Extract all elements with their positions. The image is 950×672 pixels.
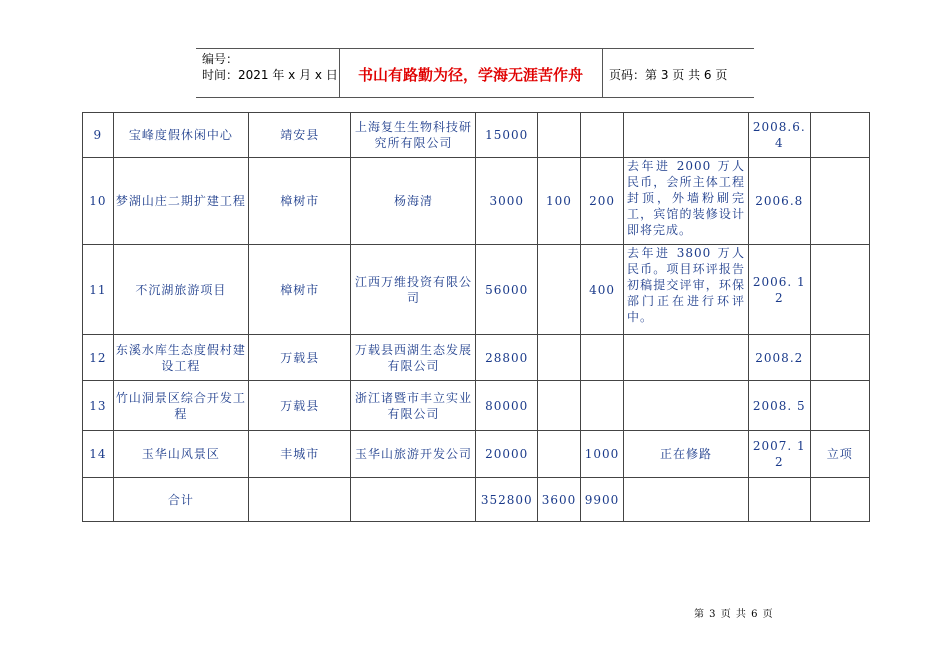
total-label: 合计 [113, 478, 248, 522]
investment-col1: 100 [537, 158, 580, 245]
date: 2006.8 [749, 158, 810, 245]
header-divider [602, 49, 603, 97]
row-number: 13 [83, 381, 114, 431]
total-investment: 15000 [476, 113, 537, 158]
note: 立项 [810, 431, 869, 478]
location: 万载县 [249, 335, 351, 381]
investment-col2-sum: 9900 [581, 478, 624, 522]
progress-remark: 正在修路 [624, 431, 749, 478]
header-meta [202, 51, 338, 83]
progress-remark [624, 335, 749, 381]
investment-col1-sum: 3600 [537, 478, 580, 522]
table-row [83, 381, 870, 431]
row-number: 11 [83, 245, 114, 335]
empty-cell [249, 478, 351, 522]
date: 2008. 5 [749, 381, 810, 431]
row-number: 10 [83, 158, 114, 245]
progress-remark [624, 113, 749, 158]
project-table [82, 112, 870, 522]
location: 丰城市 [249, 431, 351, 478]
total-row [83, 478, 870, 522]
investor: 浙江诸暨市丰立实业有限公司 [351, 381, 476, 431]
location: 靖安县 [249, 113, 351, 158]
investor: 江西万维投资有限公司 [351, 245, 476, 335]
investment-col1 [537, 245, 580, 335]
note [810, 245, 869, 335]
table-row [83, 113, 870, 158]
total-investment-sum: 352800 [476, 478, 537, 522]
row-number: 9 [83, 113, 114, 158]
empty-cell [83, 478, 114, 522]
project-name: 不沉湖旅游项目 [113, 245, 248, 335]
investor: 上海复生生物科技研究所有限公司 [351, 113, 476, 158]
progress-remark: 去年进 3800 万人民币。项目环评报告初稿提交评审，环保部门正在进行环评中。 [624, 245, 749, 335]
progress-remark: 去年进 2000 万人民币，会所主体工程封顶，外墙粉刷完工，宾馆的装修设计即将完成。 [624, 158, 749, 245]
location: 樟树市 [249, 158, 351, 245]
location: 万载县 [249, 381, 351, 431]
date: 2008.6.4 [749, 113, 810, 158]
investment-col2: 200 [581, 158, 624, 245]
investment-col1 [537, 113, 580, 158]
location: 樟树市 [249, 245, 351, 335]
header-page-label: 页码：第 3 页 共 6 页 [609, 68, 728, 82]
investment-col1 [537, 381, 580, 431]
empty-cell [810, 478, 869, 522]
investment-col1 [537, 431, 580, 478]
table-row [83, 335, 870, 381]
project-name: 玉华山风景区 [113, 431, 248, 478]
date: 2007. 12 [749, 431, 810, 478]
empty-cell [749, 478, 810, 522]
note [810, 335, 869, 381]
table-row [83, 158, 870, 245]
date: 2008.2 [749, 335, 810, 381]
total-investment: 28800 [476, 335, 537, 381]
investment-col2 [581, 113, 624, 158]
row-number: 12 [83, 335, 114, 381]
page-footer: 第 3 页 共 6 页 [694, 609, 774, 620]
empty-cell [624, 478, 749, 522]
investment-col1 [537, 335, 580, 381]
note [810, 158, 869, 245]
number-label: 编号： [202, 52, 239, 66]
time-label: 时间：2021 年 x 月 x 日 [202, 68, 338, 82]
investor: 万载县西湖生态发展有限公司 [351, 335, 476, 381]
table-row [83, 431, 870, 478]
investor: 杨海清 [351, 158, 476, 245]
project-name: 宝峰度假休闲中心 [113, 113, 248, 158]
total-investment: 3000 [476, 158, 537, 245]
investment-col2: 1000 [581, 431, 624, 478]
project-name: 竹山洞景区综合开发工程 [113, 381, 248, 431]
page-header [196, 48, 754, 98]
total-investment: 20000 [476, 431, 537, 478]
table-row [83, 245, 870, 335]
investment-col2 [581, 381, 624, 431]
total-investment: 56000 [476, 245, 537, 335]
project-name: 东溪水库生态度假村建设工程 [113, 335, 248, 381]
note [810, 113, 869, 158]
total-investment: 80000 [476, 381, 537, 431]
progress-remark [624, 381, 749, 431]
note [810, 381, 869, 431]
header-motto: 书山有路勤为径，学海无涯苦作舟 [357, 66, 583, 84]
empty-cell [351, 478, 476, 522]
investment-col2 [581, 335, 624, 381]
date: 2006. 12 [749, 245, 810, 335]
investor: 玉华山旅游开发公司 [351, 431, 476, 478]
project-name: 梦湖山庄二期扩建工程 [113, 158, 248, 245]
investment-col2: 400 [581, 245, 624, 335]
row-number: 14 [83, 431, 114, 478]
